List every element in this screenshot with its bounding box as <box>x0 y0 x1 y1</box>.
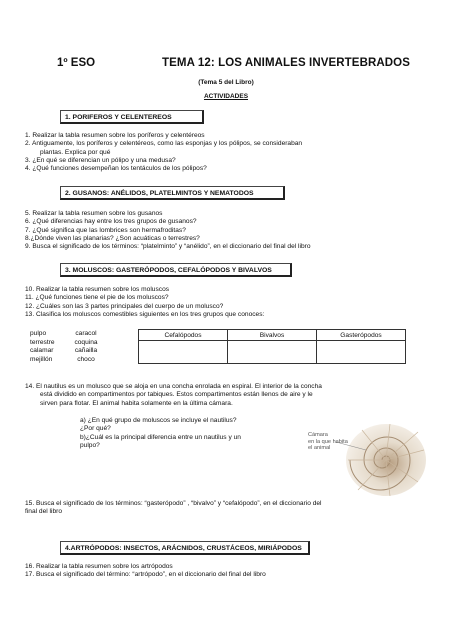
mollusc-word-list <box>30 330 102 364</box>
mollusc-row <box>30 339 102 348</box>
list-item-continuation: plantas. Explica por qué <box>40 148 111 156</box>
mollusc-name: caracol <box>75 330 97 337</box>
table-cell-empty[interactable] <box>317 341 406 364</box>
table-header-bivalves: Bivalvos <box>228 330 317 341</box>
table-header-row <box>139 330 406 341</box>
section-heading-molluscs: 3. MOLUSCOS: GASTERÓPODOS, CEFALÓPODOS Y BIVALVOS <box>60 263 292 277</box>
label-line: en la que habita <box>308 438 348 445</box>
subquestion-b-cont: pulpo? <box>80 441 100 449</box>
list-item: 11. ¿Qué funciones tiene el pie de los moluscos? <box>25 294 169 302</box>
question-15 <box>25 500 430 517</box>
question-line: 15. Busca el significado de los términos: “gasterópodo” , “bivalvo” y “cefalópodo”, en el diccionario del <box>25 500 322 507</box>
question-line: 14. El nautilus es un molusco que se aloja en una concha enrolada en espiral. El interior de la concha <box>25 383 322 390</box>
table-row <box>139 341 406 364</box>
nautilus-shell-image <box>278 420 428 496</box>
section-arthropods-list <box>25 563 430 580</box>
list-item: 5. Realizar la tabla resumen sobre los gusanos <box>25 210 163 217</box>
list-item: 7. ¿Qué significa que las lombrices son hermafroditas? <box>25 226 186 234</box>
table-header-gastropods: Gasterópodos <box>317 330 406 341</box>
mollusc-name: terrestre <box>30 338 55 346</box>
question-14 <box>25 383 430 408</box>
section-heading-arthropods: 4.ARTRÓPODOS: INSECTOS, ARÁCNIDOS, CRUSTÁCEOS, MIRIÁPODOS <box>60 541 310 555</box>
list-item: 12. ¿Cuáles son las 3 partes principales del cuerpo de un molusco? <box>25 302 224 310</box>
section-heading-worms: 2. GUSANOS: ANÉLIDOS, PLATELMINTOS Y NEMATODOS <box>60 186 285 200</box>
list-item: 1. Realizar la tabla resumen sobre los poríferos y celentéreos <box>25 132 205 139</box>
section-worms-list <box>25 210 430 251</box>
list-item: 9. Busca el significado de los términos: “platelminto” y “anélido”, en el diccionario del final del libro <box>25 243 311 251</box>
mollusc-name: coquina <box>74 338 98 346</box>
list-item: 4. ¿Qué funciones desempeñan los tentáculos de los pólipos? <box>25 165 207 173</box>
mollusc-row <box>30 356 102 365</box>
mollusc-name: cañailla <box>74 347 98 355</box>
book-reference: (Tema 5 del Libro) <box>198 79 254 86</box>
question-14-subquestions <box>80 417 270 450</box>
label-line: Cámara <box>308 432 328 438</box>
subquestion-b: b)¿Cuál es la principal diferencia entre un nautilus y un <box>80 433 241 441</box>
mollusc-classification-table <box>138 329 406 364</box>
mollusc-row <box>30 330 102 339</box>
label-line: el animal <box>308 445 331 452</box>
table-header-cephalopods: Cefalópodos <box>139 330 228 341</box>
question-line: final del libro <box>25 508 63 516</box>
page-title: TEMA 12: LOS ANIMALES INVERTEBRADOS <box>162 57 410 69</box>
subquestion-a: a) ¿En qué grupo de moluscos se incluye el nautilus? <box>80 417 237 424</box>
mollusc-name: mejillón <box>30 355 53 363</box>
section-heading-porifera: 1. PORIFEROS Y CELENTEREOS <box>60 110 204 124</box>
mollusc-row <box>30 347 102 356</box>
question-line: está dividido en compartimentos por tabiques. Estos compartimentos están llenos de aire y le <box>40 391 313 399</box>
mollusc-name: choco <box>77 355 95 363</box>
list-item: 3. ¿En qué se diferencian un pólipo y una medusa? <box>25 156 176 164</box>
subquestion-a-why: ¿Por qué? <box>80 425 111 433</box>
list-item: 16. Realizar la tabla resumen sobre los artrópodos <box>25 563 173 570</box>
question-line: sirven para flotar. El animal habita solamente en la última cámara. <box>40 399 233 407</box>
section-molluscs-list <box>25 286 430 319</box>
list-item: 10. Realizar la tabla resumen sobre los moluscos <box>25 286 170 293</box>
list-item: 6. ¿Qué diferencias hay entre los tres grupos de gusanos? <box>25 218 197 226</box>
table-cell-empty[interactable] <box>139 341 228 364</box>
list-item: 13. Clasifica los moluscos comestibles siguientes en los tres grupos que conoces: <box>25 310 265 318</box>
activities-heading: ACTIVIDADES <box>203 93 249 100</box>
mollusc-name: calamar <box>30 347 54 355</box>
list-item: 2. Antiguamente, los poríferos y celentéreos, como las esponjas y los pólipos, se consideraban <box>25 140 303 148</box>
list-item: 8.¿Dónde viven las planarias? ¿Son acuáticas o terrestres? <box>25 234 200 242</box>
shell-chamber-label <box>308 432 348 452</box>
list-item: 17. Busca el significado del término: “artrópodo”, en el diccionario del final del libro <box>25 571 266 579</box>
section-porifera-list <box>25 132 430 173</box>
course-label: 1º ESO <box>57 57 96 69</box>
table-cell-empty[interactable] <box>228 341 317 364</box>
mollusc-name: pulpo <box>30 330 47 337</box>
